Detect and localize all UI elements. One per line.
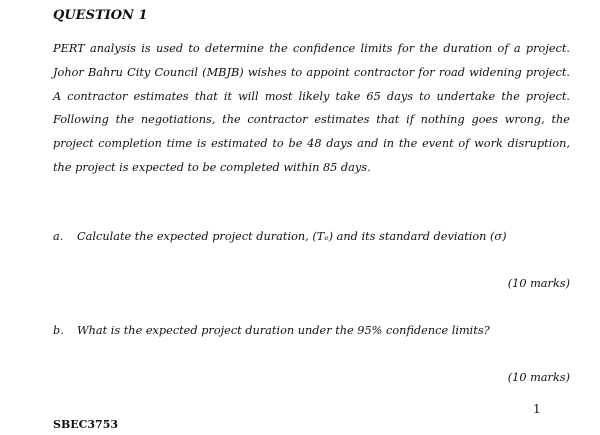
part-b-marks: (10 marks) xyxy=(507,371,570,384)
part-b-text: What is the expected project duration under the 95% confidence limits? xyxy=(77,324,490,337)
part-a-letter: a. xyxy=(53,230,64,243)
page-number: 1 xyxy=(533,402,541,416)
course-code: SBEC3753 xyxy=(53,418,118,431)
part-a-text: Calculate the expected project duration, (Tₑ) and its standard deviation (σ) xyxy=(77,230,507,243)
question-paragraph: PERT analysis is used to determine the confidence limits for the duration of a project. Johor Bahru City Council (MBJB) wishes to appoint contractor for road widening project. A contractor estimates that it will most likely take 65 days to undertake the project. Following the negotiations, the contractor estimates that if nothing goes wrong, the project completion time is estimated to be 48 days and in the event of work disruption, the project is expected to be completed within 85 days. xyxy=(53,42,570,174)
part-a xyxy=(53,229,570,245)
part-b-letter: b. xyxy=(53,324,64,337)
question-title: QUESTION 1 xyxy=(53,8,148,23)
part-b xyxy=(53,323,570,339)
part-a-marks: (10 marks) xyxy=(507,277,570,290)
